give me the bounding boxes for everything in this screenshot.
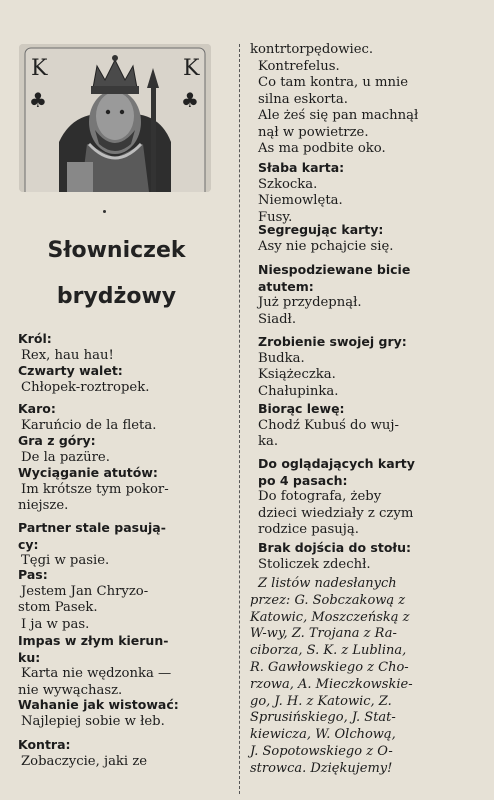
page-title-line-1: Słowniczek bbox=[47, 238, 186, 263]
entry-heading: Do oglądających karty bbox=[258, 456, 415, 471]
entry-line: De la pazüre. bbox=[21, 449, 110, 465]
credits-line: go, J. H. z Katowic, Z. bbox=[250, 693, 392, 709]
credits-line: J. Sopotowskiego z O- bbox=[250, 743, 393, 759]
entry-heading: Segregując karty: bbox=[258, 222, 384, 237]
credits-line: strowca. Dziękujemy! bbox=[250, 760, 393, 776]
entry-line: Książeczka. bbox=[258, 367, 336, 382]
entry-line: Zobaczycie, jaki ze bbox=[21, 753, 148, 769]
entry-line: nął w powietrze. bbox=[258, 124, 369, 140]
entry-impas-w-zlym-kierunku bbox=[18, 633, 228, 699]
entry-heading: Gra z góry: bbox=[18, 433, 96, 448]
entry-line: Ale żeś się pan machnął bbox=[258, 108, 419, 123]
entry-partner-stale-pasujacy bbox=[18, 520, 228, 570]
entry-line: Budka. bbox=[258, 350, 305, 366]
entry-line: Chłopek-roztropek. bbox=[21, 379, 150, 395]
credits-line: kiewicza, W. Olchową, bbox=[250, 727, 396, 743]
entry-heading-continued: cy: bbox=[18, 536, 39, 552]
credits-line: rzowa, A. Mieczkowskie- bbox=[250, 676, 413, 692]
entry-line: Do fotografa, żeby bbox=[258, 489, 382, 504]
entry-line: Chałupinka. bbox=[258, 383, 339, 399]
entry-line: Najlepiej sobie w łeb. bbox=[21, 713, 165, 729]
entry-line: I ja w pas. bbox=[21, 616, 90, 632]
entry-heading-continued: po 4 pasach: bbox=[258, 472, 348, 488]
entry-line: silna eskorta. bbox=[258, 91, 348, 107]
entry-line: niejsze. bbox=[18, 498, 69, 513]
entry-krol bbox=[18, 331, 228, 364]
column-divider bbox=[239, 44, 240, 794]
entry-gra-z-gory bbox=[18, 433, 228, 466]
entry-heading: Niespodziewane bicie bbox=[258, 262, 411, 277]
entry-heading: Kontra: bbox=[18, 737, 71, 752]
entry-line: Niemowlęta. bbox=[258, 193, 343, 208]
entry-line: Im krótsze tym pokor- bbox=[21, 481, 169, 497]
credits-line: Z listów nadesłanych bbox=[258, 576, 397, 591]
club-icon: ♣ bbox=[29, 88, 47, 112]
entry-heading: Wyciąganie atutów: bbox=[18, 465, 158, 480]
credits-line: Sprusińskiego, J. Stat- bbox=[250, 710, 396, 726]
entry-line: nie wywąchasz. bbox=[18, 682, 123, 698]
entry-line: Już przydepnął. bbox=[258, 295, 362, 310]
entry-line: Szkocka. bbox=[258, 176, 318, 192]
entry-heading: Pas: bbox=[18, 567, 48, 582]
entry-biorac-lewe bbox=[250, 401, 476, 451]
entry-line: Rex, hau hau! bbox=[21, 347, 114, 363]
entry-line: Fusy. bbox=[258, 209, 293, 225]
credits-line: ciborza, S. K. z Lublina, bbox=[250, 643, 407, 659]
entry-karo bbox=[18, 401, 228, 434]
entry-czwarty-walet bbox=[18, 363, 228, 396]
entry-line: Co tam kontra, u mnie bbox=[258, 75, 409, 90]
entry-heading: Król: bbox=[18, 331, 52, 346]
entry-line: As ma podbite oko. bbox=[258, 141, 386, 156]
entry-heading: Karo: bbox=[18, 401, 56, 416]
entry-line: dzieci wiedziały z czym bbox=[258, 505, 414, 521]
entry-do-ogladajacych-karty bbox=[250, 456, 476, 539]
entry-brak-dojscia-do-stolu bbox=[250, 540, 476, 573]
entry-heading-continued: ku: bbox=[18, 649, 41, 665]
page-title-line-2: brydżowy bbox=[56, 284, 177, 309]
entry-line: Jestem Jan Chryzo- bbox=[21, 583, 149, 599]
reader-credits bbox=[250, 576, 476, 778]
card-corner-letter-right: K bbox=[183, 56, 200, 81]
entry-line: kontrtorpędowiec. bbox=[250, 42, 374, 57]
entry-line: Tęgi w pasie. bbox=[21, 553, 110, 568]
entry-line: Siadł. bbox=[258, 311, 297, 327]
entry-segregujac-karty bbox=[250, 222, 476, 255]
entry-line: Asy nie pchajcie się. bbox=[258, 238, 394, 254]
card-corner-letter-left: K bbox=[31, 56, 48, 81]
entry-slaba-karta bbox=[250, 160, 476, 226]
entry-heading-continued: atutem: bbox=[258, 278, 314, 294]
entry-niespodziewane-bicie-atutem bbox=[250, 262, 476, 328]
credits-line: R. Gawłowskiego z Cho- bbox=[250, 659, 409, 675]
credits-line: W-wy, Z. Trojana z Ra- bbox=[250, 626, 397, 642]
entry-heading: Zrobienie swojej gry: bbox=[258, 334, 407, 349]
entry-line: Karuńcio de la fleta. bbox=[21, 417, 157, 433]
entry-heading: Czwarty walet: bbox=[18, 363, 123, 378]
entry-heading: Partner stale pasują- bbox=[18, 520, 166, 535]
entry-line: Chodź Kubuś do wuj- bbox=[258, 417, 399, 433]
entry-heading: Impas w złym kierun- bbox=[18, 633, 169, 648]
entry-wahanie-jak-wistowac bbox=[18, 697, 228, 730]
entry-heading: Słaba karta: bbox=[258, 160, 345, 175]
credits-line: przez: G. Sobczakową z bbox=[250, 592, 406, 608]
entry-heading: Wahanie jak wistować: bbox=[18, 697, 179, 712]
credits-line: Katowic, Moszczeńską z bbox=[250, 609, 410, 625]
entry-heading: Biorąc lewę: bbox=[258, 401, 345, 416]
entry-pas bbox=[18, 567, 228, 633]
decorative-dot bbox=[103, 210, 106, 213]
entry-line: ka. bbox=[258, 434, 279, 449]
entry-kontra-continued bbox=[250, 42, 476, 158]
entry-wyciaganie-atutow bbox=[18, 465, 228, 515]
entry-kontra bbox=[18, 737, 228, 770]
club-icon: ♣ bbox=[181, 88, 199, 112]
entry-line: Kontrefelus. bbox=[258, 58, 340, 74]
entry-line: Karta nie wędzonka — bbox=[21, 666, 172, 681]
entry-line: stom Pasek. bbox=[18, 600, 98, 615]
king-of-clubs-card-illustration bbox=[19, 44, 211, 192]
entry-line: rodzice pasują. bbox=[258, 522, 359, 537]
entry-heading: Brak dojścia do stołu: bbox=[258, 540, 411, 555]
entry-line: Stoliczek zdechł. bbox=[258, 556, 371, 572]
entry-zrobienie-swojej-gry bbox=[250, 334, 476, 400]
